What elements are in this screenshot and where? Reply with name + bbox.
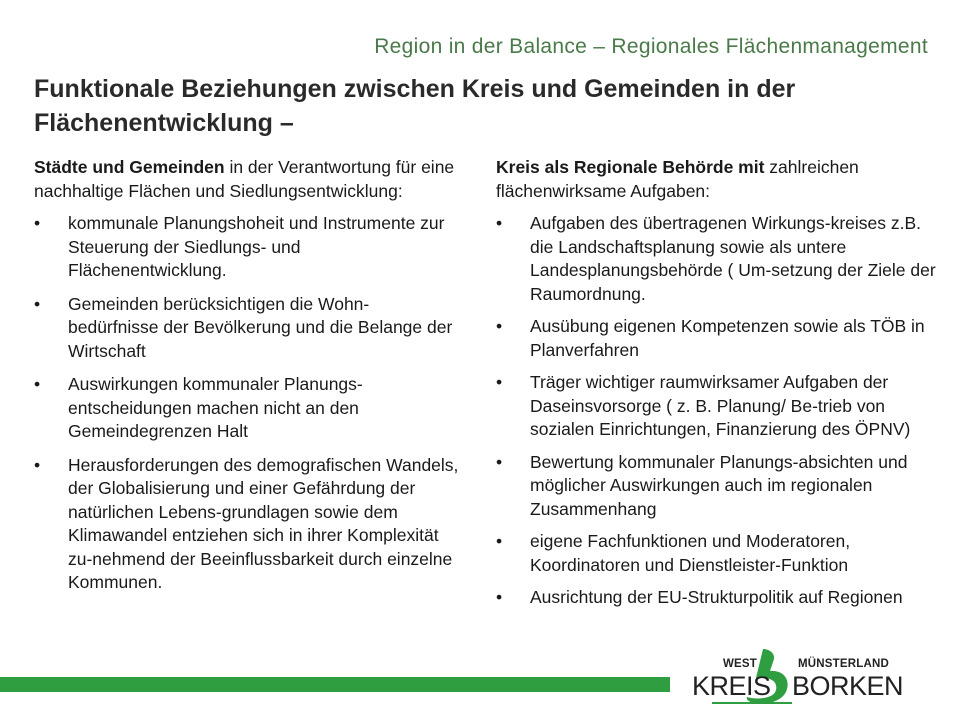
left-intro-text: in der Verantwortung für eine nachhaltige Flächen und Siedlungsentwicklung: [34,157,455,201]
left-bullet-item [34,373,459,444]
kreis-borken-logo [690,647,905,707]
right-bullet-item [496,586,936,610]
left-bullet-list [34,212,459,595]
right-bullet-list [496,212,936,610]
left-bullet-text: Gemeinden berücksichtigen die Wohn-bedürfnisse der Bevölkerung und die Belange der Wirtschaft [68,293,453,361]
right-bullet-item [496,371,936,442]
right-column [496,156,936,619]
bullet-marker: • [496,316,503,336]
right-bullet-text: eigene Fachfunktionen und Moderatoren, Koordinatoren und Dienstleister-Funktion [530,531,851,575]
logo-borken-text: BORKEN [792,671,904,701]
right-bullet-text: Bewertung kommunaler Planungs-absichten und möglicher Auswirkungen auch im regionalen Zusammenhang [530,451,908,519]
right-bullet-item [496,530,936,577]
left-bullet-text: kommunale Planungshoheit und Instrumente zur Steuerung der Siedlungs- und Flächenentwicklung. [68,213,445,280]
right-intro [496,156,936,203]
left-bullet-item [34,454,459,595]
bullet-marker: • [496,372,503,392]
right-bullet-item [496,451,936,522]
bullet-marker: • [34,293,41,314]
logo-muensterland-text: MÜNSTERLAND [798,658,889,670]
left-bullet-item [34,293,459,364]
right-bullet-text: Aufgaben des übertragenen Wirkungs-kreises z.B. die Landschaftsplanung sowie als untere Landesplanungsbehörde ( Um-setzung der Ziele der Raumordnung. [530,213,936,304]
bullet-marker: • [496,451,503,472]
logo-west-text: WEST [723,658,758,670]
bullet-marker: • [34,454,41,475]
header-title: Region in der Balance – Regionales Flächenmanagement [374,35,928,58]
left-bullet-text: Auswirkungen kommunaler Planungs-entscheidungen machen nicht an den Gemeindegrenzen Halt [68,374,363,441]
right-intro-text: zahlreichen flächenwirksame Aufgaben: [496,157,859,201]
logo-kreis-text: KREIS [692,671,771,701]
left-intro [34,156,459,203]
right-bullet-text: Ausrichtung der EU-Strukturpolitik auf Regionen [530,587,903,607]
right-bullet-item [496,212,936,306]
right-bullet-text: Ausübung eigenen Kompetenzen sowie als TÖB in Planverfahren [530,316,925,360]
footer-green-bar [0,677,670,692]
bullet-marker: • [496,587,503,607]
bullet-marker: • [496,213,503,233]
left-column [34,156,459,605]
bullet-marker: • [496,531,503,551]
left-intro-bold: Städte und Gemeinden [34,157,225,177]
slide-title: Funktionale Beziehungen zwischen Kreis und Gemeinden in der Flächenentwicklung – [34,75,796,137]
right-intro-bold: Kreis als Regionale Behörde mit [496,157,765,177]
bullet-marker: • [34,213,41,233]
left-bullet-item [34,212,459,283]
bullet-marker: • [34,374,41,394]
right-bullet-item [496,315,936,362]
left-bullet-text: Herausforderungen des demografischen Wandels, der Globalisierung und einer Gefährdung der natürlichen Lebens-grundlagen sowie dem Klimawandel entziehen sich in ihrer Komplexität zu-nehmend der Beeinflussbarkeit durch einzelne Kommunen. [68,454,459,592]
right-bullet-text: Träger wichtiger raumwirksamer Aufgaben der Daseinsvorsorge ( z. B. Planung/ Be-trieb von sozialen Einrichtungen, Finanzierung des ÖPNV) [530,372,911,439]
